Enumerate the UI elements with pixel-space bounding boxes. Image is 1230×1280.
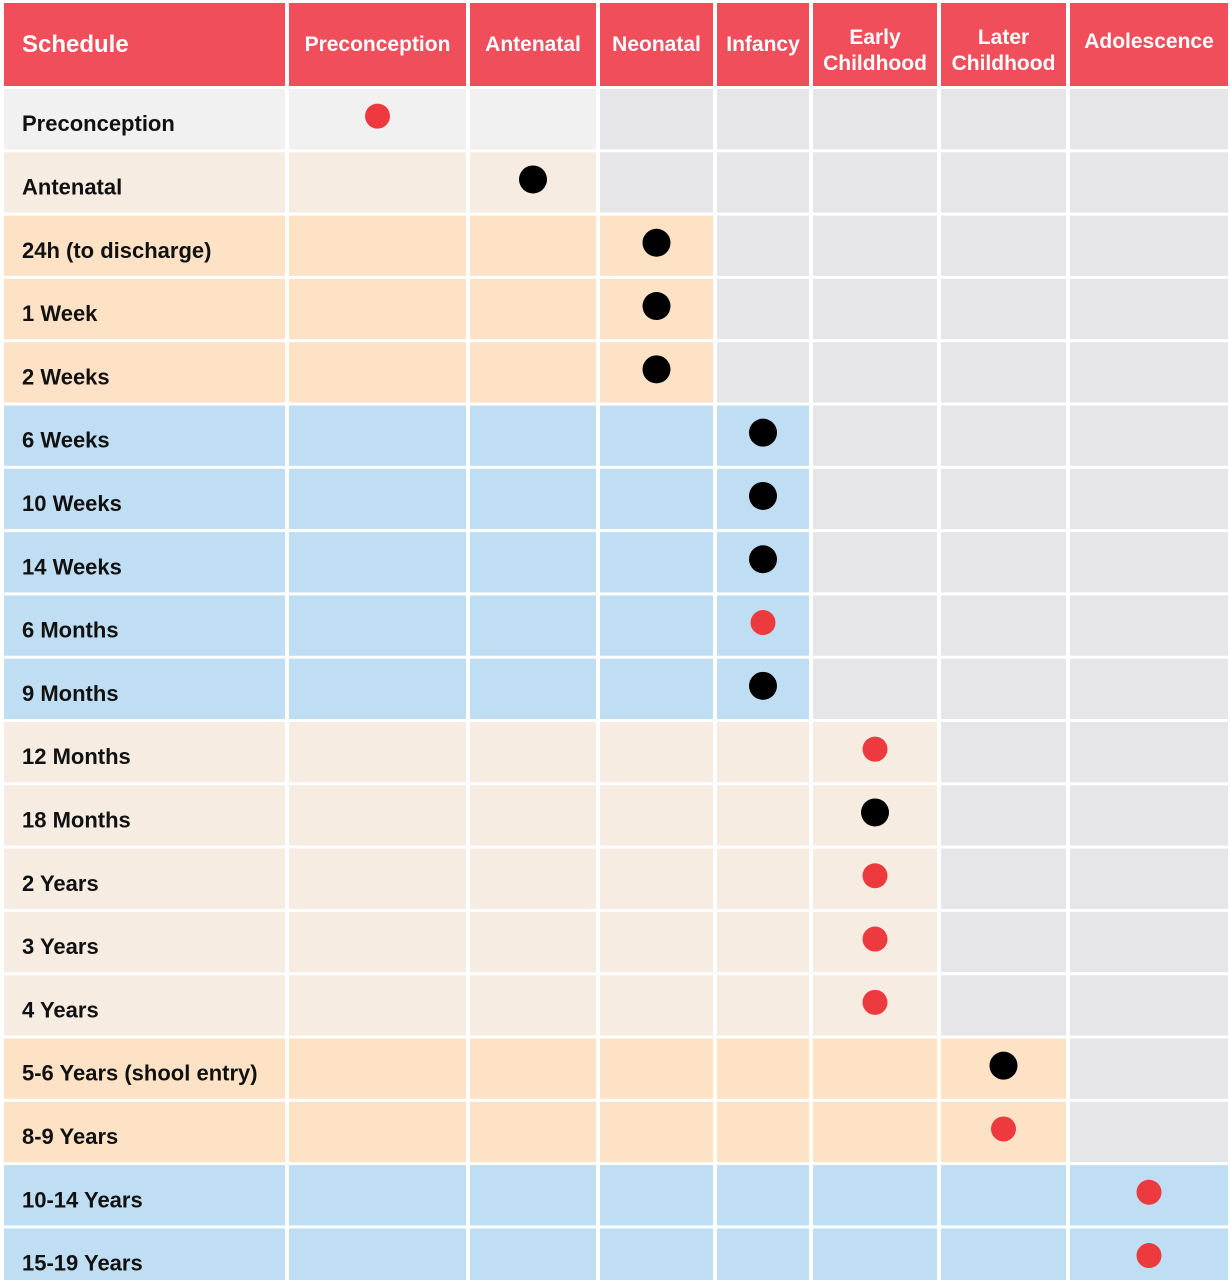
grid-line [713,0,717,1280]
marker-black-5 [749,419,777,447]
stage-label-1: Antenatal [485,33,581,56]
table-cell [470,1102,596,1162]
stage-label-line: Childhood [823,52,927,75]
row-label-16: 8-9 Years [22,1123,119,1149]
table-cell [1070,722,1228,782]
grid-line [285,0,289,1280]
grid-line [596,0,600,1280]
table-cell [813,1165,937,1225]
stage-label-2: Neonatal [612,33,701,56]
table-cell [1070,532,1228,592]
table-cell [289,469,466,529]
table-cell [289,1165,466,1225]
table-cell [470,849,596,909]
row-label-18: 15-19 Years [22,1250,143,1276]
table-cell [717,152,809,212]
table-cell [289,722,466,782]
stage-label-line: Later [977,26,1030,49]
table-cell [470,342,596,402]
table-cell [941,785,1066,845]
table-cell [1070,975,1228,1035]
table-cell [470,785,596,845]
table-cell [470,216,596,276]
table-cell [941,152,1066,212]
table-cell [941,89,1066,149]
marker-black-6 [749,482,777,510]
grid-line [937,0,941,1280]
table-cell [1070,342,1228,402]
table-cell [289,595,466,655]
row-label-6: 10 Weeks [22,490,122,516]
table-cell [289,1039,466,1099]
table-cell [600,469,713,529]
table-cell [600,595,713,655]
table-cell [717,1165,809,1225]
table-cell [600,406,713,466]
row-label-10: 12 Months [22,744,131,770]
marker-black-11 [861,798,889,826]
table-cell [1070,469,1228,529]
table-cell [813,1039,937,1099]
table-cell [1070,659,1228,719]
row-label-17: 10-14 Years [22,1187,143,1213]
table-cell [1070,406,1228,466]
row-label-12: 2 Years [22,870,99,896]
row-label-8: 6 Months [22,617,119,643]
table-cell [1070,785,1228,845]
table-cell [289,659,466,719]
stage-label-0: Preconception [304,33,451,56]
table-cell [813,1228,937,1280]
table-cell [1070,849,1228,909]
table-cell [717,849,809,909]
table-cell [717,722,809,782]
table-cell [1070,595,1228,655]
table-cell [289,406,466,466]
stage-label-3: Infancy [726,33,800,56]
table-cell [470,89,596,149]
row-label-15: 5-6 Years (shool entry) [22,1060,258,1086]
table-cell [1070,279,1228,339]
row-label-2: 24h (to discharge) [22,237,212,263]
table-cell [813,595,937,655]
table-cell [600,532,713,592]
table-cell [470,469,596,529]
table-cell [289,1102,466,1162]
table-cell [289,216,466,276]
marker-black-15 [990,1052,1018,1080]
table-cell [289,152,466,212]
table-cell [289,849,466,909]
table-cell [717,89,809,149]
table-cell [717,785,809,845]
marker-black-3 [643,292,671,320]
table-cell [600,152,713,212]
table-cell [813,216,937,276]
marker-black-1 [519,165,547,193]
marker-red-10 [863,737,888,762]
stage-label-line: Childhood [951,52,1056,75]
table-cell [470,1165,596,1225]
table-cell [1070,89,1228,149]
row-label-0: Preconception [22,111,175,137]
marker-red-18 [1137,1243,1162,1268]
table-cell [1070,216,1228,276]
row-label-7: 14 Weeks [22,554,122,580]
grid-line [809,0,813,1280]
table-cell [470,975,596,1035]
table-cell [941,1165,1066,1225]
table-cell [717,279,809,339]
table-cell [289,912,466,972]
table-cell [600,722,713,782]
table-cell [813,532,937,592]
table-cell [813,279,937,339]
table-cell [941,595,1066,655]
row-label-1: Antenatal [22,174,123,200]
table-cell [600,659,713,719]
table-cell [600,912,713,972]
marker-red-0 [365,104,390,129]
marker-red-17 [1137,1180,1162,1205]
table-cell [813,152,937,212]
table-cell [717,216,809,276]
table-cell [941,849,1066,909]
row-label-14: 4 Years [22,997,99,1023]
table-cell [717,1039,809,1099]
table-cell [600,975,713,1035]
table-cell [941,1228,1066,1280]
table-cell [289,532,466,592]
table-cell [813,89,937,149]
table-cell [289,279,466,339]
table-cell [813,342,937,402]
row-label-4: 2 Weeks [22,364,110,390]
table-cell [813,469,937,529]
grid-line [466,0,470,1280]
table-cell [941,469,1066,529]
marker-black-4 [643,355,671,383]
table-cell [717,342,809,402]
marker-black-2 [643,229,671,257]
table-cell [470,532,596,592]
table-cell [717,912,809,972]
row-label-11: 18 Months [22,807,131,833]
table-cell [289,342,466,402]
marker-red-8 [751,610,776,635]
table-cell [600,1165,713,1225]
table-cell [289,785,466,845]
stage-label-6: Adolescence [1084,30,1214,53]
table-cell [941,279,1066,339]
table-cell [1070,152,1228,212]
table-cell [470,1228,596,1280]
table-cell [600,1039,713,1099]
table-cell [941,216,1066,276]
table-cell [717,975,809,1035]
table-cell [1070,912,1228,972]
row-label-3: 1 Week [22,301,98,327]
table-cell [470,595,596,655]
table-cell [941,722,1066,782]
table-cell [470,659,596,719]
table-cell [717,1102,809,1162]
table-cell [470,406,596,466]
table-cell [289,1228,466,1280]
table-cell [1070,1102,1228,1162]
table-cell [470,912,596,972]
table-cell [941,532,1066,592]
table-cell [600,89,713,149]
table-cell [470,279,596,339]
corner-label: Schedule [22,31,129,58]
marker-black-9 [749,672,777,700]
table-cell [600,1102,713,1162]
marker-black-7 [749,545,777,573]
table-cell [941,342,1066,402]
table-cell [941,659,1066,719]
row-label-13: 3 Years [22,934,99,960]
marker-red-12 [863,863,888,888]
table-cell [470,1039,596,1099]
marker-red-16 [991,1116,1016,1141]
table-cell [600,785,713,845]
table-cell [289,975,466,1035]
row-label-9: 9 Months [22,680,119,706]
table-cell [813,659,937,719]
stage-label-line: Early [849,26,901,49]
marker-red-13 [863,927,888,952]
grid-line [1066,0,1070,1280]
table-cell [600,1228,713,1280]
header-layer [4,3,1228,86]
table-cell [813,1102,937,1162]
row-label-5: 6 Weeks [22,427,110,453]
table-cell [813,406,937,466]
table-cell [941,406,1066,466]
table-cell [1070,1039,1228,1099]
table-cell [600,849,713,909]
table-cell [941,975,1066,1035]
table-cell [470,722,596,782]
marker-red-14 [863,990,888,1015]
table-cell [717,1228,809,1280]
table-cell [941,912,1066,972]
